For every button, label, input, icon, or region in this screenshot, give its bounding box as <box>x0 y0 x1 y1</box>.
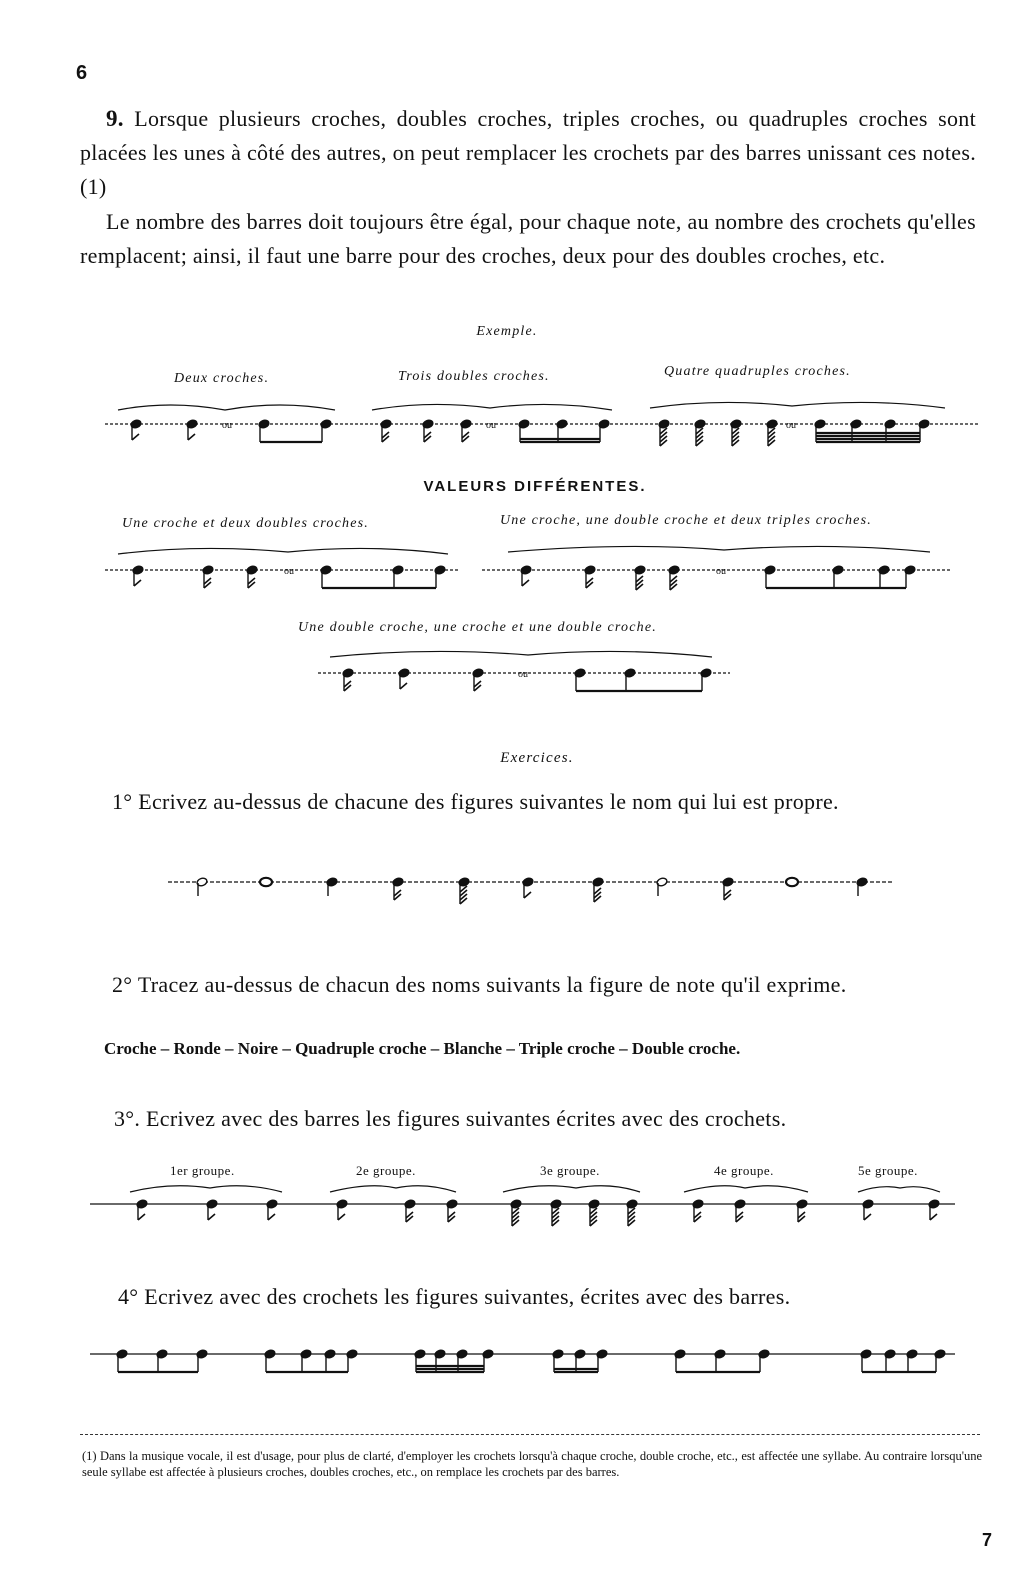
valeurs-caption-2: Une croche, une double croche et deux triples croches. <box>500 513 872 528</box>
flagged-note <box>446 1199 458 1222</box>
section-number: 9. <box>106 106 124 131</box>
flagged-note <box>186 419 198 440</box>
group-5-label: 5e groupe. <box>858 1163 918 1178</box>
valeurs-caption-3: Une double croche, une croche et une double croche. <box>298 620 657 635</box>
exercise-4-staff <box>0 1340 1014 1400</box>
exercise-1-text: Ecrivez au-dessus de chacune des figures suivantes le nom qui lui est propre. <box>138 789 839 814</box>
exemple-caption-1: Deux croches. <box>174 371 270 386</box>
flagged-note <box>202 565 214 588</box>
beamed-group <box>518 419 610 442</box>
flagged-note <box>522 877 534 898</box>
flagged-note <box>520 565 532 586</box>
beamed-group <box>574 668 712 691</box>
exercise-2-text: Tracez au-dessus de chacun des noms suivants la figure de note qu'il exprime. <box>137 972 847 997</box>
flagged-note <box>928 1199 940 1220</box>
flagged-note <box>130 419 142 440</box>
exercise-1 <box>80 785 980 819</box>
flagged-note <box>472 668 484 691</box>
beamed-group <box>116 1349 208 1372</box>
flagged-note <box>392 877 404 900</box>
flagged-note <box>404 1199 416 1222</box>
valeurs-caption-1: Une croche et deux doubles croches. <box>122 516 369 531</box>
flagged-note <box>380 419 392 442</box>
beamed-group <box>414 1349 494 1372</box>
group-2-label: 2e groupe. <box>356 1163 416 1178</box>
ou-label: ou <box>284 566 294 577</box>
group-4-label: 4e groupe. <box>714 1163 774 1178</box>
ou-label: ou <box>716 566 726 577</box>
beamed-group <box>258 419 332 442</box>
flagged-note <box>796 1199 808 1222</box>
valeurs-notes-1 <box>132 565 916 590</box>
flagged-note <box>730 419 742 446</box>
quarter-note <box>326 877 338 896</box>
flagged-note <box>734 1199 746 1222</box>
flagged-note <box>626 1199 638 1226</box>
exemple-title: Exemple. <box>476 324 538 339</box>
page-number-bottom: 7 <box>982 1530 993 1550</box>
exemple-notes <box>130 419 930 446</box>
exercise-4-text: Ecrivez avec des crochets les figures suivantes, écrites avec des barres. <box>144 1284 791 1309</box>
beamed-group <box>860 1349 946 1372</box>
flagged-note <box>668 565 680 590</box>
flagged-note <box>132 565 144 586</box>
quarter-note <box>856 877 868 896</box>
flagged-note <box>722 877 734 900</box>
exemple-staff <box>0 390 1014 460</box>
exercices-title: Exercices. <box>500 750 574 766</box>
exercise-4 <box>80 1280 1000 1314</box>
exemple-caption-2: Trois doubles croches. <box>398 369 550 384</box>
exercise-1-number: 1° <box>112 789 133 814</box>
flagged-note <box>136 1199 148 1220</box>
flagged-note <box>342 668 354 691</box>
beamed-group <box>764 565 916 588</box>
half-note <box>656 877 668 896</box>
section-9-text: Lorsque plusieurs croches, doubles croches, triples croches, ou quadruples croches sont placées les unes à côté des autres, on peut remplacer les crochets par des barres unissant ces notes. (1) <box>80 106 976 199</box>
flagged-note <box>766 419 778 446</box>
flagged-note <box>266 1199 278 1220</box>
valeurs-staff-2 <box>0 645 1014 715</box>
flagged-note <box>658 419 670 446</box>
half-note <box>196 877 208 896</box>
exemple-caption-3: Quatre quadruples croches. <box>664 364 851 379</box>
footnote-rule <box>80 1434 980 1435</box>
flagged-note <box>458 877 470 904</box>
flagged-note <box>694 419 706 446</box>
beamed-group <box>814 419 930 442</box>
footnote-text: Dans la musique vocale, il est d'usage, pour plus de clarté, d'employer les crochets lorsqu'à chaque croche, double croche, etc., est affectée une syllabe. Au contraire lorsqu'une seule syllabe est affectée à plusieurs croches, doubles croches, etc., on remplace les crochets par des barres. <box>82 1449 982 1479</box>
flagged-note <box>862 1199 874 1220</box>
group-1-label: 1er groupe. <box>170 1163 235 1178</box>
ou-label: ou <box>518 669 528 680</box>
flagged-note <box>510 1199 522 1226</box>
exercise-3-text: Ecrivez avec des barres les figures suivantes écrites avec des crochets. <box>146 1106 787 1131</box>
flagged-note <box>592 877 604 902</box>
footnote-mark: (1) <box>82 1449 97 1463</box>
flagged-note <box>460 419 472 442</box>
section-9-paragraph-2: Le nombre des barres doit toujours être égal, pour chaque note, au nombre des crochets qu'elles remplacent; ainsi, il faut une barre pour des croches, deux pour des doubles croches, etc. <box>80 209 976 268</box>
exercise-3-number: 3°. <box>114 1106 141 1131</box>
exercise-3-staff <box>0 1178 1014 1248</box>
exercise-4-number: 4° <box>118 1284 139 1309</box>
page-number-top: 6 <box>76 62 88 84</box>
section-9-paragraph <box>80 102 976 204</box>
valeurs-notes-2 <box>342 668 712 691</box>
flagged-note <box>246 565 258 588</box>
flagged-note <box>588 1199 600 1226</box>
beamed-group <box>264 1349 358 1372</box>
exercise-2-number: 2° <box>112 972 133 997</box>
ou-label: ou <box>222 420 232 431</box>
flagged-note <box>634 565 646 590</box>
group-3-label: 3e groupe. <box>540 1163 600 1178</box>
whole-note <box>260 878 272 886</box>
valeurs-staff-1 <box>0 540 1014 610</box>
ou-label: ou <box>786 420 796 431</box>
exercise-3 <box>80 1102 1000 1136</box>
valeurs-title: VALEURS DIFFÉRENTES. <box>423 478 647 495</box>
exercise-2 <box>80 968 1000 1002</box>
flagged-note <box>398 668 410 689</box>
flagged-note <box>550 1199 562 1226</box>
flagged-note <box>336 1199 348 1220</box>
exercise-3-notes <box>136 1199 940 1226</box>
footnote <box>82 1448 982 1480</box>
flagged-note <box>584 565 596 588</box>
beamed-group <box>320 565 446 588</box>
beamed-group <box>674 1349 770 1372</box>
exercise-2-note-names: Croche – Ronde – Noire – Quadruple croche – Blanche – Triple croche – Double croche. <box>104 1039 741 1058</box>
beamed-group <box>552 1349 608 1372</box>
whole-note <box>786 878 798 886</box>
flagged-note <box>692 1199 704 1222</box>
ou-label: ou <box>486 420 496 431</box>
flagged-note <box>422 419 434 442</box>
exercise-1-staff <box>0 860 1014 920</box>
flagged-note <box>206 1199 218 1220</box>
exercise-4-notes <box>116 1349 946 1372</box>
exercise-1-notes <box>196 877 868 904</box>
